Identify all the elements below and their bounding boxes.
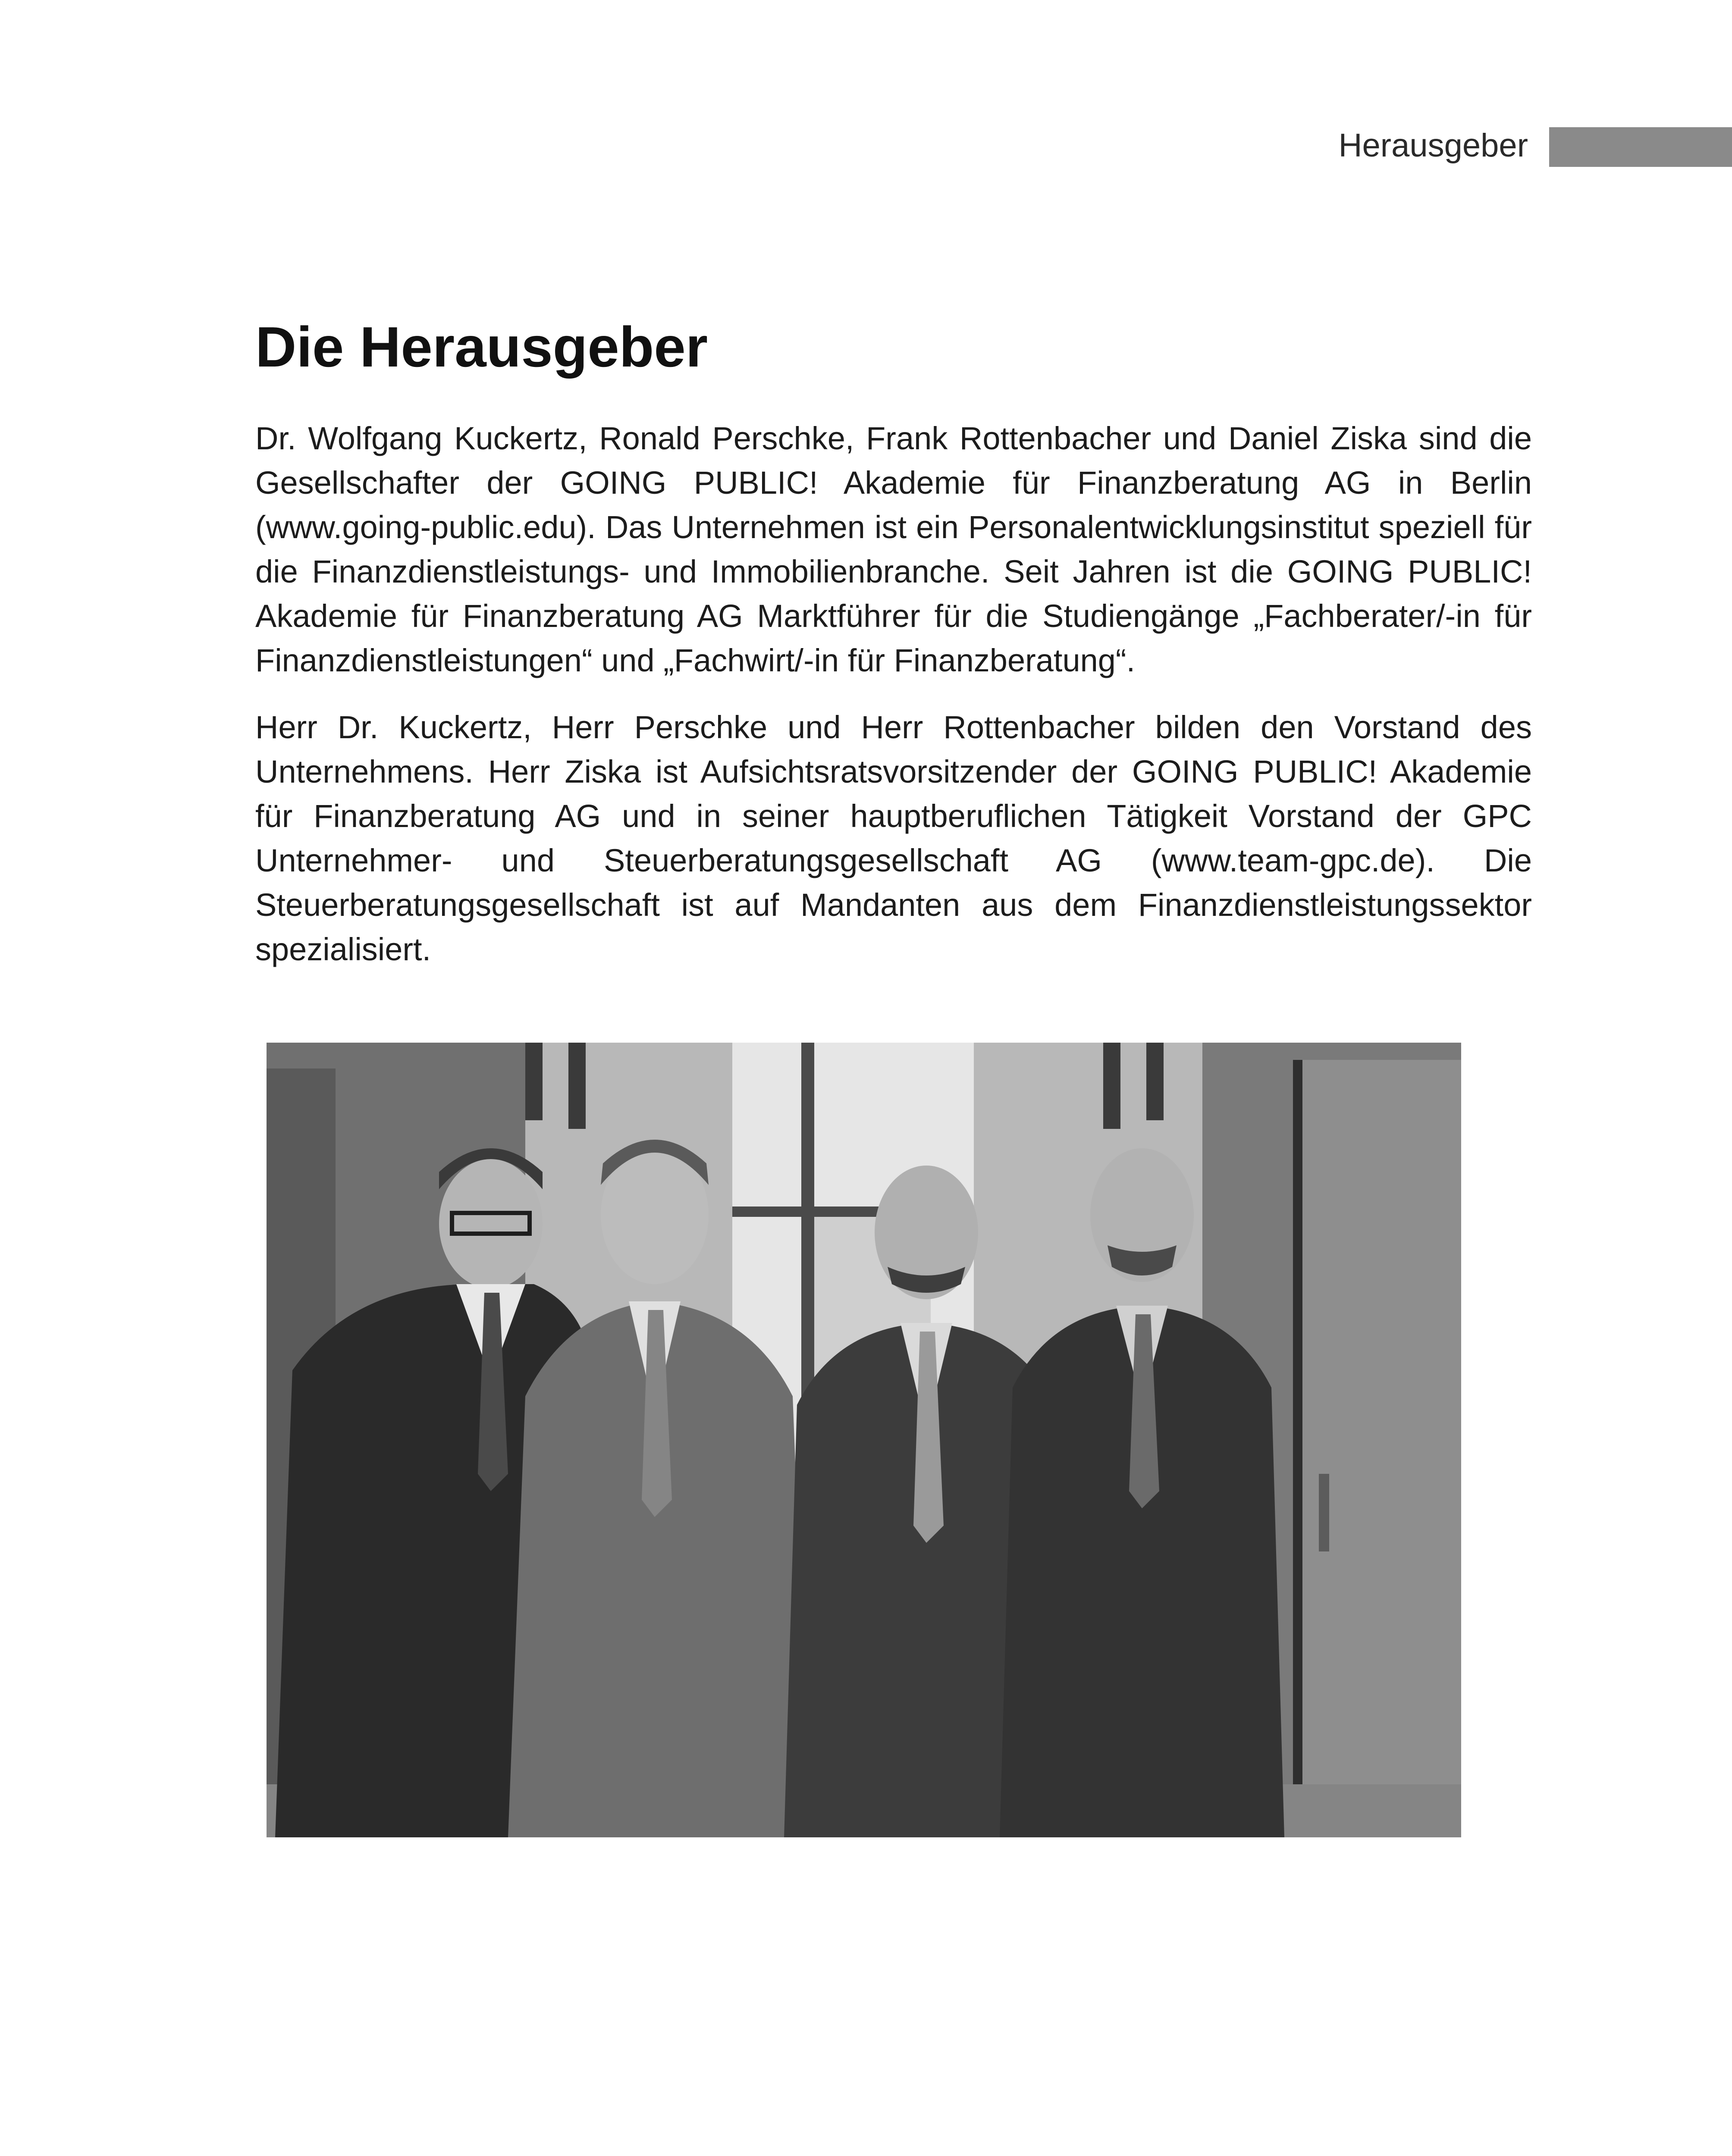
header-bar	[1549, 127, 1732, 167]
running-header: Herausgeber	[1338, 127, 1528, 164]
paragraph-1: Dr. Wolfgang Kuckertz, Ronald Perschke, Frank Rottenbacher und Daniel Ziska sind die Gesellschafter der GOING PUBLIC! Akademie für Finanzberatung AG in Berlin (www.going-public.edu). Das Unternehmen ist ein Personalentwicklungsinstitut speziell für die Finanzdienstleistungs- und Immobilienbranche. Seit Jahren ist die GOING PUBLIC! Akademie für Finanzberatung AG Marktführer für die Studiengänge „Fachberater/-in für Finanzdienstleistungen“ und „Fachwirt/-in für Finanzberatung“.	[255, 420, 1532, 678]
page-title: Die Herausgeber	[255, 315, 708, 379]
paragraph-2: Herr Dr. Kuckertz, Herr Perschke und Herr Rottenbacher bilden den Vorstand des Unternehmens. Herr Ziska ist Aufsichtsratsvorsitzender der GOING PUBLIC! Akademie für Finanzberatung AG und in seiner hauptberuflichen Tätigkeit Vorstand der GPC Unternehmer- und Steuerberatungsgesellschaft AG (www.team-gpc.de). Die Steuerberatungsgesellschaft ist auf Mandanten aus dem Finanzdienstleistungssektor spezialisiert.	[255, 709, 1532, 967]
group-photo	[267, 1043, 1461, 1837]
body-text	[255, 416, 1532, 994]
